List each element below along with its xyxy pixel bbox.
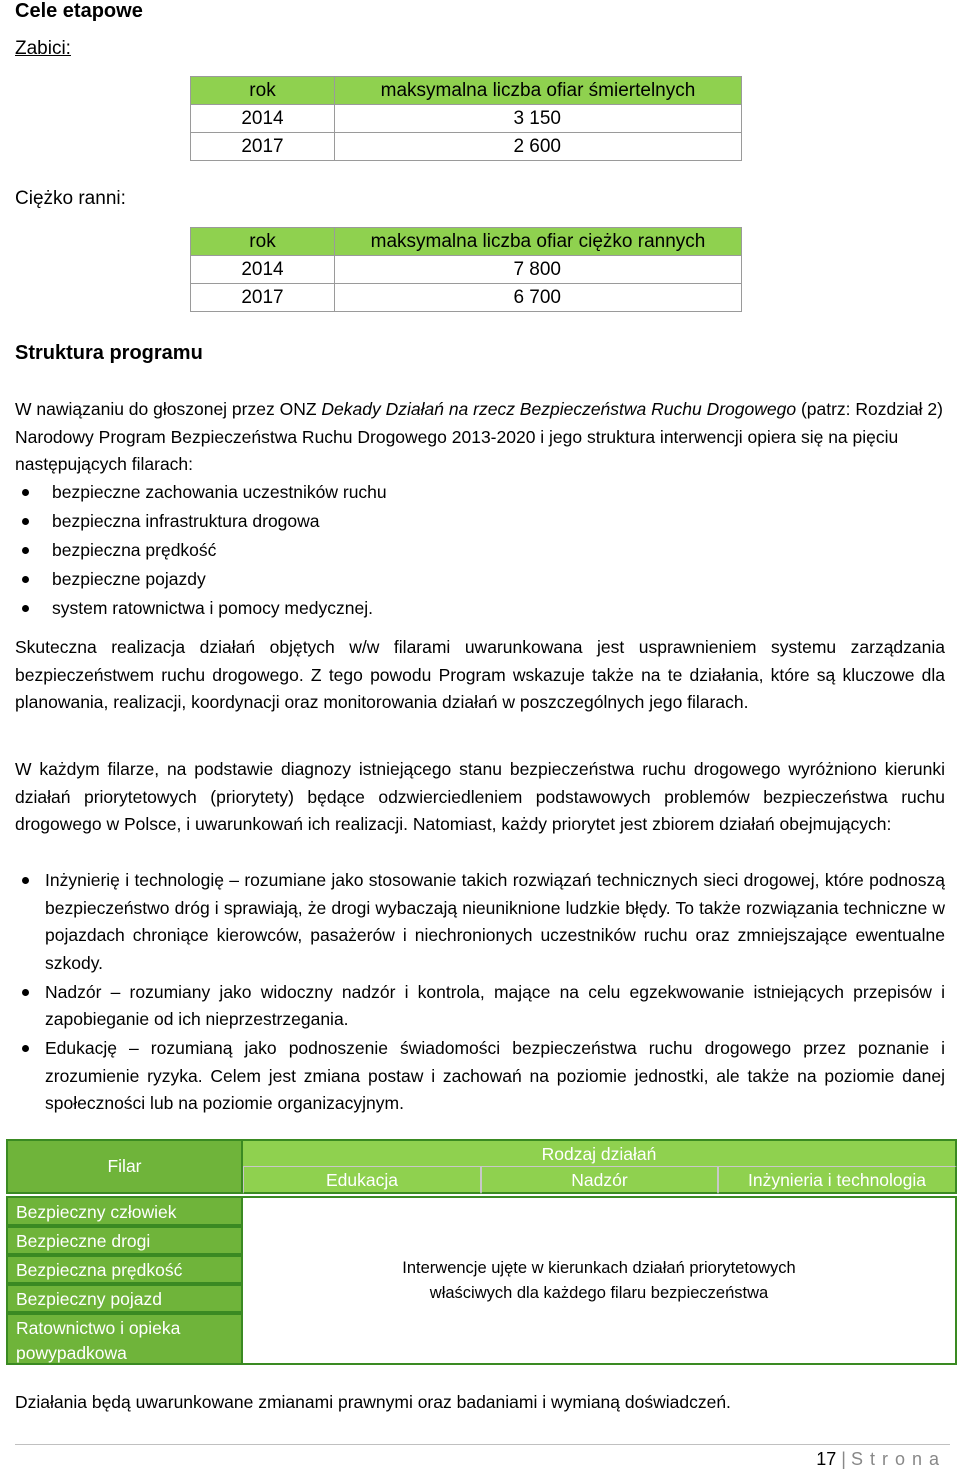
matrix-center-cell [243,1196,957,1365]
list-item: bezpieczne zachowania uczestników ruchu [22,478,922,507]
matrix-center-line2: właściwych dla każdego filaru bezpieczeństwa [429,1283,769,1302]
matrix-action-engineering: Inżynieria i technologia [718,1166,957,1194]
intro-part1: W nawiązaniu do głoszonej przez ONZ [15,399,322,419]
list-item: Nadzór – rozumiany jako widoczny nadzór i kontrola, mające na celu egzekwowanie istniejących przepisów i zapobieganie od ich nieprzestrzegania. [15,979,945,1034]
list-item: bezpieczna infrastruktura drogowa [22,507,922,536]
injured-value-2: 6 700 [335,284,742,312]
matrix-pillar-header: Filar [6,1139,243,1194]
killed-year-2: 2017 [191,133,335,161]
bullet-icon [22,605,29,612]
killed-label: Zabici: [15,38,71,59]
pillars-list [22,478,922,623]
matrix-pillar-5: Ratownictwo i opieka powypadkowa [6,1313,243,1365]
matrix-actions-header: Rodzaj działań [243,1139,957,1166]
matrix-center-line1: Interwencje ujęte w kierunkach działań priorytetowych [402,1258,796,1277]
bullet-icon [22,877,29,884]
killed-value-1: 3 150 [335,105,742,133]
injured-year-2: 2017 [191,284,335,312]
injured-year-1: 2014 [191,256,335,284]
injured-value-1: 7 800 [335,256,742,284]
matrix-pillar-2: Bezpieczne drogi [6,1226,243,1255]
injured-table [190,227,742,312]
heading-goals: Cele etapowe [15,0,143,22]
footer-divider [15,1444,950,1445]
bullet-icon [22,576,29,583]
killed-table [190,76,742,161]
paragraph-3: W każdym filarze, na podstawie diagnozy istniejącego stanu bezpieczeństwa ruchu drogowego wyróżniono kierunki działań priorytetowych (priorytety) będące odzwierciedleniem podstawowych problemów bezpieczeństwa ruchu drogowego w Polsce, i uwarunkowań ich realizacji. Natomiast, każdy priorytet jest zbiorem działań obejmujących: [15,759,945,834]
matrix-pillar-3: Bezpieczna prędkość [6,1255,243,1284]
heading-structure: Struktura programu [15,342,203,364]
killed-year-1: 2014 [191,105,335,133]
list-item: bezpieczne pojazdy [22,565,922,594]
matrix-action-supervision: Nadzór [481,1166,718,1194]
bullet-icon [22,518,29,525]
injured-head-max: maksymalna liczba ofiar ciężko rannych [335,228,742,256]
list-item: bezpieczna prędkość [22,536,922,565]
intro-paragraph [15,396,945,479]
killed-value-2: 2 600 [335,133,742,161]
page-number: 17 [816,1449,837,1469]
killed-head-max: maksymalna liczba ofiar śmiertelnych [335,77,742,105]
closing-sentence: Działania będą uwarunkowane zmianami prawnymi oraz badaniami i wymianą doświadczeń. [15,1392,731,1412]
matrix-pillar-1: Bezpieczny człowiek [6,1196,243,1226]
matrix-pillar-4: Bezpieczny pojazd [6,1284,243,1313]
list-item: Edukację – rozumianą jako podnoszenie świadomości bezpieczeństwa ruchu drogowego przez poznanie i zrozumienie ryzyka. Celem jest zmiana postaw i zachowań na poziomie jednostki, ale także na poziomie danej społeczności lub na poziomie organizacyjnym. [15,1035,945,1118]
paragraph-2: Skuteczna realizacja działań objętych w/w filarami uwarunkowana jest usprawnieniem systemu zarządzania bezpieczeństwem ruchu drogowego. Z tego powodu Program wskazuje także na te działania, które są kluczowe dla planowania, realizacji, koordynacji oraz monitorowania działań w poszczególnych jego filarach. [15,637,945,712]
actions-list [15,867,945,1119]
list-item: Inżynierię i technologię – rozumiane jako stosowanie takich rozwiązań technicznych sieci drogowej, które podnoszą bezpieczeństwo dróg i sprawiają, że drogi wybaczają nieuniknione ludzkie błędy. To także rozwiązania techniczne w pojazdach chroniące kierowców, pasażerów i niechronionych uczestników ruchu oraz zmniejszające ewentualne szkody. [15,867,945,977]
bullet-icon [22,489,29,496]
killed-head-year: rok [191,77,335,105]
bullet-icon [22,1045,29,1052]
injured-head-year: rok [191,228,335,256]
footer-separator: | [841,1449,846,1469]
footer-label: S t r o n a [850,1449,940,1469]
bullet-icon [22,547,29,554]
list-item: system ratownictwa i pomocy medycznej. [22,594,922,623]
injured-label: Ciężko ranni: [15,188,126,209]
matrix-action-education: Edukacja [243,1166,481,1194]
intro-part2: (patrz: Rozdział 2) Narodowy Program Bezpieczeństwa Ruchu Drogowego 2013-2020 i jego struktura interwencji opiera się na pięciu następujących filarach: [15,399,943,474]
page-footer [816,1449,940,1470]
bullet-icon [22,989,29,996]
intro-italic: Dekady Działań na rzecz Bezpieczeństwa Ruchu Drogowego [321,399,797,419]
